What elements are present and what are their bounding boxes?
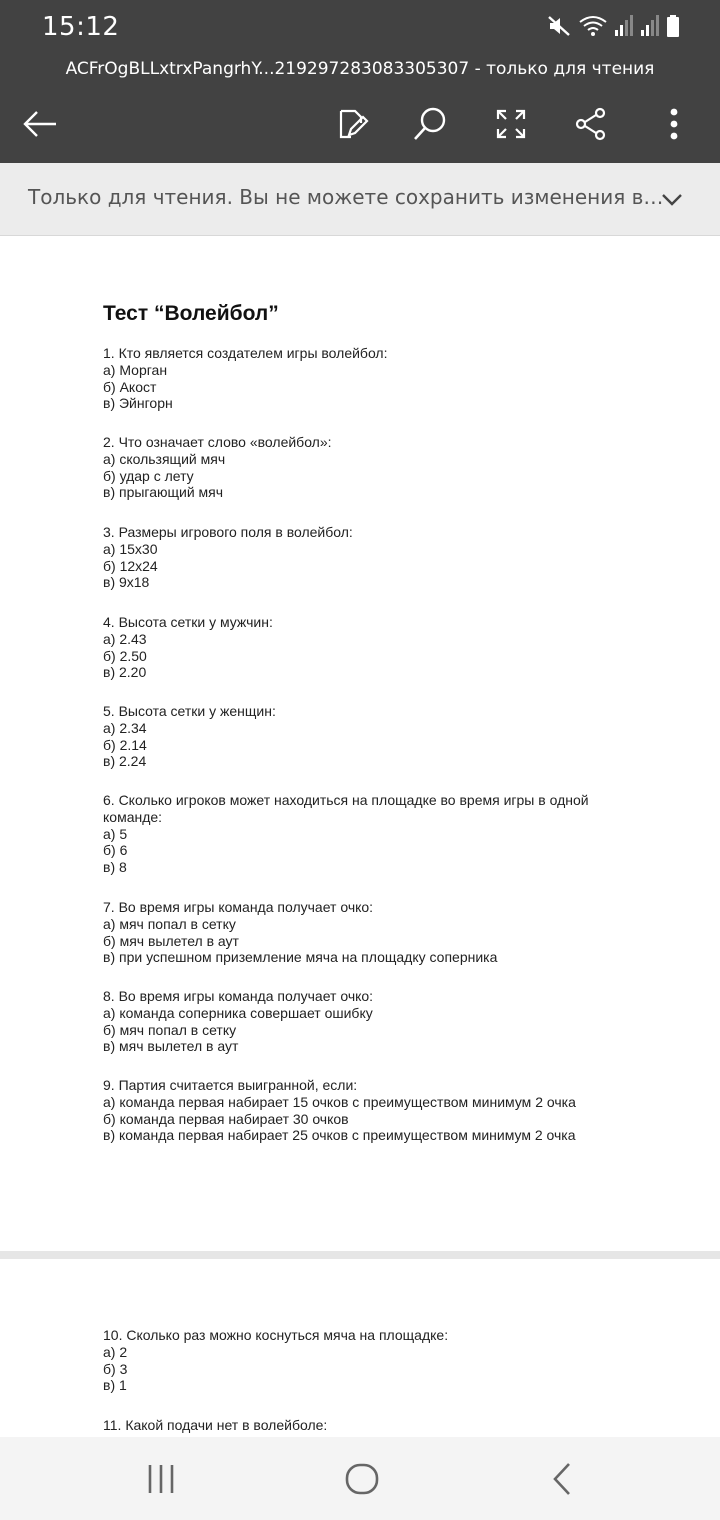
answer-option: а) 2 (103, 1343, 128, 1360)
question-text: 8. Во время игры команда получает очко: (103, 988, 374, 1004)
edit-icon (335, 107, 369, 141)
recent-apps-button[interactable] (139, 1457, 183, 1501)
back-nav-button[interactable] (540, 1457, 584, 1501)
mute-icon (546, 14, 572, 38)
share-icon (574, 107, 608, 141)
share-button[interactable] (569, 102, 613, 146)
search-button[interactable] (408, 102, 452, 146)
question-block (103, 703, 623, 770)
more-icon (669, 107, 679, 141)
question-text: 4. Высота сетки у мужчин: (103, 614, 273, 630)
back-icon (550, 1461, 574, 1497)
answer-option: в) 2.24 (103, 753, 147, 770)
answer-option: а) мяч попал в сетку (103, 915, 236, 932)
status-bar (0, 0, 720, 54)
answer-option: в) 2.20 (103, 664, 147, 681)
battery-icon (666, 14, 680, 38)
signal-icon (640, 14, 660, 38)
document-title: Тест “Волейбол” (103, 302, 279, 325)
question-block (103, 1417, 623, 1434)
question-block (103, 1077, 623, 1144)
search-icon (412, 106, 448, 142)
home-button[interactable] (340, 1457, 384, 1501)
answer-option: б) мяч попал в сетку (103, 1021, 237, 1038)
question-text: 11. Какой подачи нет в волейболе: (103, 1417, 328, 1433)
readonly-message: Только для чтения. Вы не можете сохранить изменения в… (28, 185, 664, 209)
answer-option: в) прыгающий мяч (103, 484, 224, 501)
back-button[interactable] (18, 102, 62, 146)
answer-option: б) 2.50 (103, 647, 147, 664)
question-block (103, 1327, 623, 1394)
answer-option: в) Эйнгорн (103, 395, 173, 412)
readonly-banner[interactable] (0, 163, 720, 236)
answer-option: б) удар с лету (103, 467, 194, 484)
question-block (103, 899, 623, 966)
answer-option: а) 2.34 (103, 719, 147, 736)
answer-option: б) 12х24 (103, 557, 158, 574)
question-block (103, 614, 623, 681)
more-button[interactable] (652, 102, 696, 146)
answer-option: в) команда первая набирает 25 очков с преимуществом минимум 2 очка (103, 1127, 576, 1144)
document-page-2[interactable] (0, 1259, 720, 1437)
question-text: 5. Высота сетки у женщин: (103, 703, 276, 719)
answer-option: в) мяч вылетел в аут (103, 1038, 239, 1055)
answer-option: б) 2.14 (103, 736, 147, 753)
answer-option: а) команда соперника совершает ошибку (103, 1004, 373, 1021)
answer-option: в) 9х18 (103, 574, 150, 591)
question-text: 9. Партия считается выигранной, если: (103, 1077, 358, 1093)
toolbar (0, 84, 720, 163)
home-icon (344, 1462, 380, 1496)
question-text: 1. Кто является создателем игры волейбол: (103, 345, 388, 361)
signal-icon (614, 14, 634, 38)
status-time: 15:12 (42, 12, 120, 42)
answer-option: а) 2.43 (103, 630, 147, 647)
question-block (103, 345, 623, 412)
answer-option: б) команда первая набирает 30 очков (103, 1110, 349, 1127)
question-block (103, 434, 623, 501)
chevron-down-icon[interactable] (658, 185, 686, 213)
question-text: 10. Сколько раз можно коснуться мяча на площадке: (103, 1327, 449, 1343)
answer-option: в) 1 (103, 1377, 127, 1394)
question-text: 6. Сколько игроков может находиться на площадке во время игры в одной команде: (103, 792, 589, 825)
question-block (103, 524, 623, 591)
fullscreen-button[interactable] (489, 102, 533, 146)
answer-option: а) 5 (103, 825, 128, 842)
status-icons (546, 14, 680, 38)
document-page-1[interactable] (0, 236, 720, 1252)
question-text: 3. Размеры игрового поля в волейбол: (103, 524, 353, 540)
answer-option: а) команда первая набирает 15 очков с преимуществом минимум 2 очка (103, 1093, 576, 1110)
answer-option: б) Акост (103, 378, 157, 395)
answer-option: а) 15х30 (103, 540, 158, 557)
edit-button[interactable] (330, 102, 374, 146)
answer-option: в) 8 (103, 859, 127, 876)
back-arrow-icon (22, 110, 58, 138)
recent-apps-icon (145, 1462, 177, 1496)
question-block (103, 792, 623, 876)
question-text: 2. Что означает слово «волейбол»: (103, 434, 332, 450)
answer-option: а) Морган (103, 361, 168, 378)
question-text: 7. Во время игры команда получает очко: (103, 899, 374, 915)
question-block (103, 988, 623, 1055)
answer-option: б) 3 (103, 1360, 128, 1377)
fullscreen-icon (495, 108, 527, 140)
page-separator (0, 1251, 720, 1259)
wifi-icon (578, 14, 608, 38)
answer-option: а) скользящий мяч (103, 450, 226, 467)
file-title: ACFrOgBLLxtrxPangrhY...219297283083305307 - только для чтения (0, 54, 720, 84)
answer-option: б) 6 (103, 842, 128, 859)
answer-option: б) мяч вылетел в аут (103, 932, 239, 949)
navigation-bar (0, 1437, 720, 1520)
answer-option: в) при успешном приземление мяча на площадку соперника (103, 949, 498, 966)
